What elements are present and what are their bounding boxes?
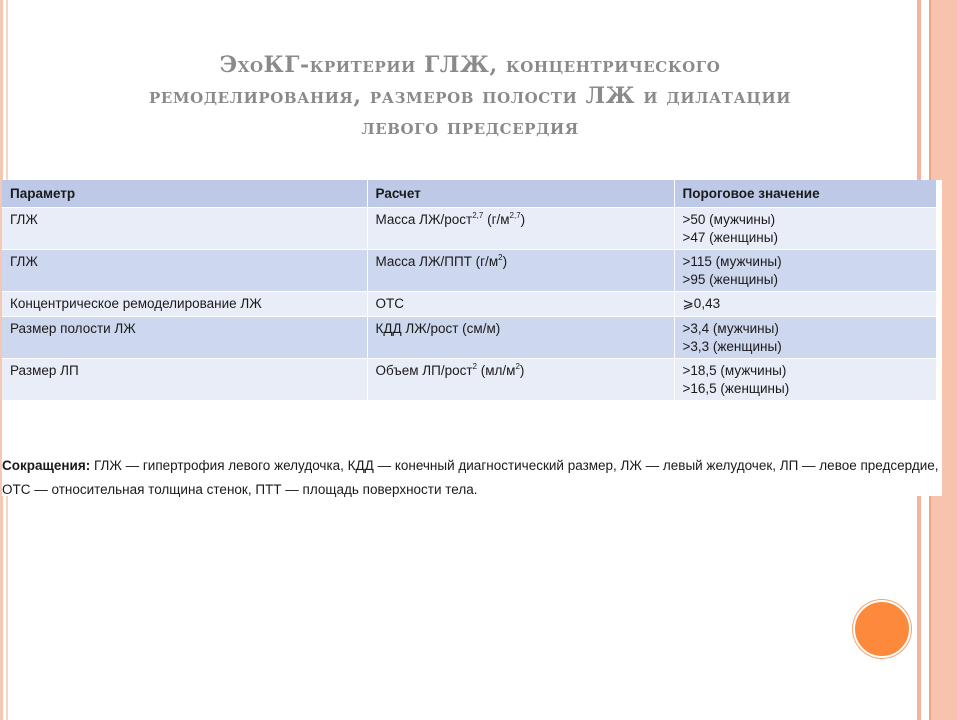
table-row — [2, 316, 937, 358]
cell-threshold — [674, 358, 937, 400]
cell-parameter: ГЛЖ — [2, 249, 367, 291]
cell-parameter: Размер полости ЛЖ — [2, 316, 367, 358]
calc-exponent: 2,7 — [472, 210, 484, 220]
table-header-row — [2, 180, 937, 207]
calc-unit-exponent: 2 — [515, 361, 520, 371]
threshold-women: >3,3 (женщины) — [682, 338, 782, 354]
cell-threshold: ⩾0,43 — [674, 291, 937, 316]
slide-title-line-1: ЭхоКГ-критерии ГЛЖ, концентрического — [219, 52, 721, 78]
table-row — [2, 207, 937, 249]
cell-calculation: ОТС — [367, 291, 674, 316]
criteria-table — [2, 180, 937, 401]
criteria-table-container — [2, 180, 942, 496]
calc-tail: ) — [502, 253, 508, 269]
calc-unit: (г/м — [487, 211, 510, 227]
calc-unit: (мл/м — [480, 362, 516, 378]
slide-title-line-3: левого предсердия — [361, 114, 579, 140]
threshold-men: >115 (мужчины) — [682, 253, 782, 269]
threshold-men: >18,5 (мужчины) — [682, 362, 787, 378]
threshold-men: >3,4 (мужчины) — [682, 320, 779, 336]
threshold-women: >95 (женщины) — [682, 271, 778, 287]
cell-threshold — [674, 316, 937, 358]
decorative-circle — [853, 600, 911, 658]
cell-calculation — [367, 249, 674, 291]
cell-parameter: ГЛЖ — [2, 207, 367, 249]
calc-text: Объем ЛП/рост — [375, 362, 473, 378]
threshold-men: >50 (мужчины) — [682, 211, 776, 227]
table-row — [2, 358, 937, 400]
calc-tail: ) — [519, 362, 525, 378]
slide-title-line-2: ремоделирования, размеров полости ЛЖ и дилатации — [148, 83, 792, 109]
header-parameter: Параметр — [2, 180, 367, 207]
cell-threshold — [674, 249, 937, 291]
header-threshold: Пороговое значение — [674, 180, 937, 207]
table-row — [2, 249, 937, 291]
cell-parameter: Концентрическое ремоделирование ЛЖ — [2, 291, 367, 316]
abbreviations-note — [2, 454, 940, 502]
calc-text: Масса ЛЖ/ППТ (г/м — [375, 253, 499, 269]
cell-calculation — [367, 207, 674, 249]
calc-exponent: 2 — [498, 252, 503, 262]
cell-threshold — [674, 207, 937, 249]
slide-title — [40, 50, 900, 143]
table-row — [2, 291, 937, 316]
threshold-women: >16,5 (женщины) — [682, 380, 790, 396]
threshold-women: >47 (женщины) — [682, 229, 778, 245]
abbreviations-label: Сокращения: — [2, 458, 91, 473]
header-calculation: Расчет — [367, 180, 674, 207]
calc-tail: ) — [520, 211, 526, 227]
calc-exponent: 2 — [472, 361, 477, 371]
cell-calculation: КДД ЛЖ/рост (см/м) — [367, 316, 674, 358]
cell-parameter: Размер ЛП — [2, 358, 367, 400]
abbreviations-text: ГЛЖ — гипертрофия левого желудочка, КДД — конечный диагностический размер, ЛЖ — левый желудочек, ЛП — левое предсердие, ОТС — относительная толщина стенок, ПТТ — площадь поверхности тела. — [2, 458, 939, 497]
cell-calculation — [367, 358, 674, 400]
calc-text: Масса ЛЖ/рост — [375, 211, 473, 227]
calc-unit-exponent: 2,7 — [509, 210, 521, 220]
